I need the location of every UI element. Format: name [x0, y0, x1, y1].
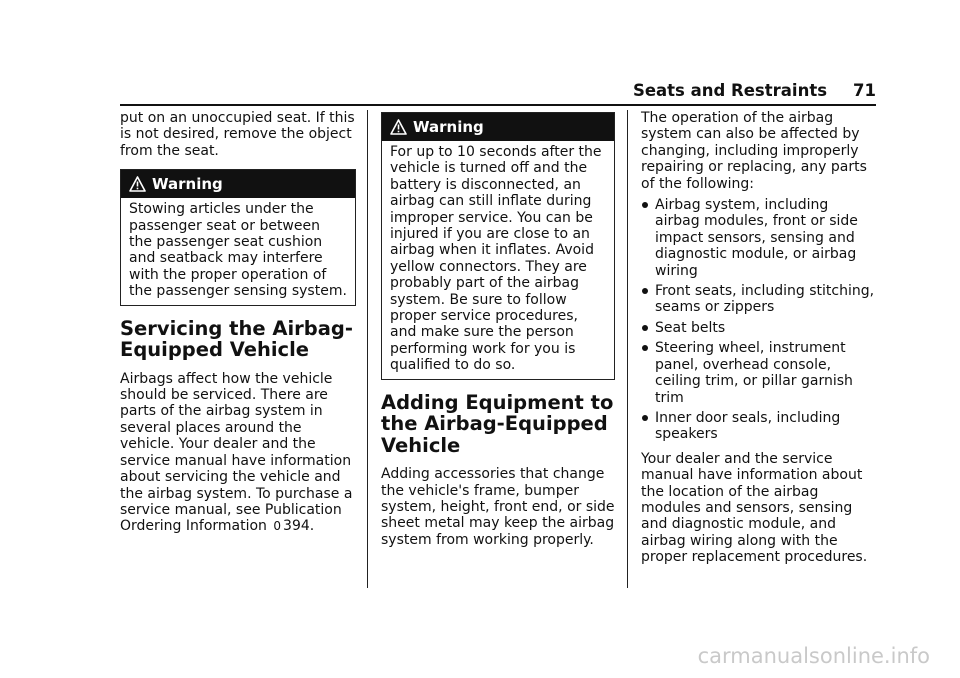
- column-divider: [367, 110, 368, 588]
- intro-paragraph: put on an unoccupied seat. If this is not desired, remove the object from the seat.: [120, 110, 355, 159]
- warning-triangle-icon: [390, 119, 407, 135]
- page-number: 71: [853, 81, 876, 100]
- section-title: Seats and Restraints: [632, 81, 828, 100]
- warning-header: [382, 113, 614, 141]
- warning-title: Warning: [413, 118, 484, 136]
- warning-triangle-icon: [129, 176, 146, 192]
- column-divider: [627, 110, 628, 588]
- section-heading: Adding Equipment to the Airbag-Equipped Vehicle: [381, 390, 614, 457]
- list-item: Inner door seals, including speakers: [641, 410, 877, 443]
- servicing-paragraph-text: Airbags affect how the vehicle should be serviced. There are parts of the airbag system in several places around the vehicle. Your dealer and the service manual have information about servicing the vehicle and the airbag system. To purchase a service manual, see Publication Ordering Information: [120, 370, 353, 535]
- warning-text: For up to 10 seconds after the vehicle is turned off and the battery is disconnected, an airbag can still inflate during improper service. You can be injured if you are close to an airbag when it inflates. Avoid yellow connectors. They are probably part of the airbag system. Be sure to follow proper service procedures, and make sure the person performing work for you is qualified to do so.: [390, 144, 602, 374]
- warning-title: Warning: [152, 175, 223, 194]
- column-1: [120, 110, 356, 535]
- column-3: [641, 110, 877, 566]
- list-item: Front seats, including stitching, seams or zippers: [641, 283, 877, 316]
- page-header: [120, 80, 876, 106]
- affected-parts-list: [641, 197, 877, 443]
- column-2: [381, 110, 615, 548]
- page-reference-icon: 0: [273, 519, 282, 534]
- dealer-paragraph: Your dealer and the service manual have information about the location of the airbag modules and sensors, sensing and diagnostic module, and airbag wiring along with the proper replacement procedures.: [641, 450, 868, 566]
- page-reference-link[interactable]: 394.: [283, 518, 315, 535]
- warning-header: [121, 170, 355, 198]
- list-item: Airbag system, including airbag modules, front or side impact sensors, sensing and diagnostic module, or airbag wiring: [641, 197, 877, 279]
- warning-box: [381, 112, 615, 380]
- watermark: carmanualsonline.info: [697, 644, 930, 668]
- list-item: Seat belts: [641, 320, 877, 336]
- servicing-paragraph: [120, 371, 356, 535]
- intro-paragraph: The operation of the airbag system can also be affected by changing, including improperly repairing or replacing, any parts of the following:: [641, 110, 867, 192]
- adding-equipment-paragraph: Adding accessories that change the vehicle's frame, bumper system, height, front end, or side sheet metal may keep the airbag system from working properly.: [381, 466, 615, 548]
- list-item: Steering wheel, instrument panel, overhead console, ceiling trim, or pillar garnish trim: [641, 340, 877, 406]
- warning-text: Stowing articles under the passenger seat or between the passenger seat cushion and seatback may interfere with the proper operation of the passenger sensing system.: [129, 201, 347, 300]
- section-heading: Servicing the Airbag-Equipped Vehicle: [120, 316, 353, 362]
- running-header: [633, 81, 876, 100]
- warning-box: [120, 169, 356, 305]
